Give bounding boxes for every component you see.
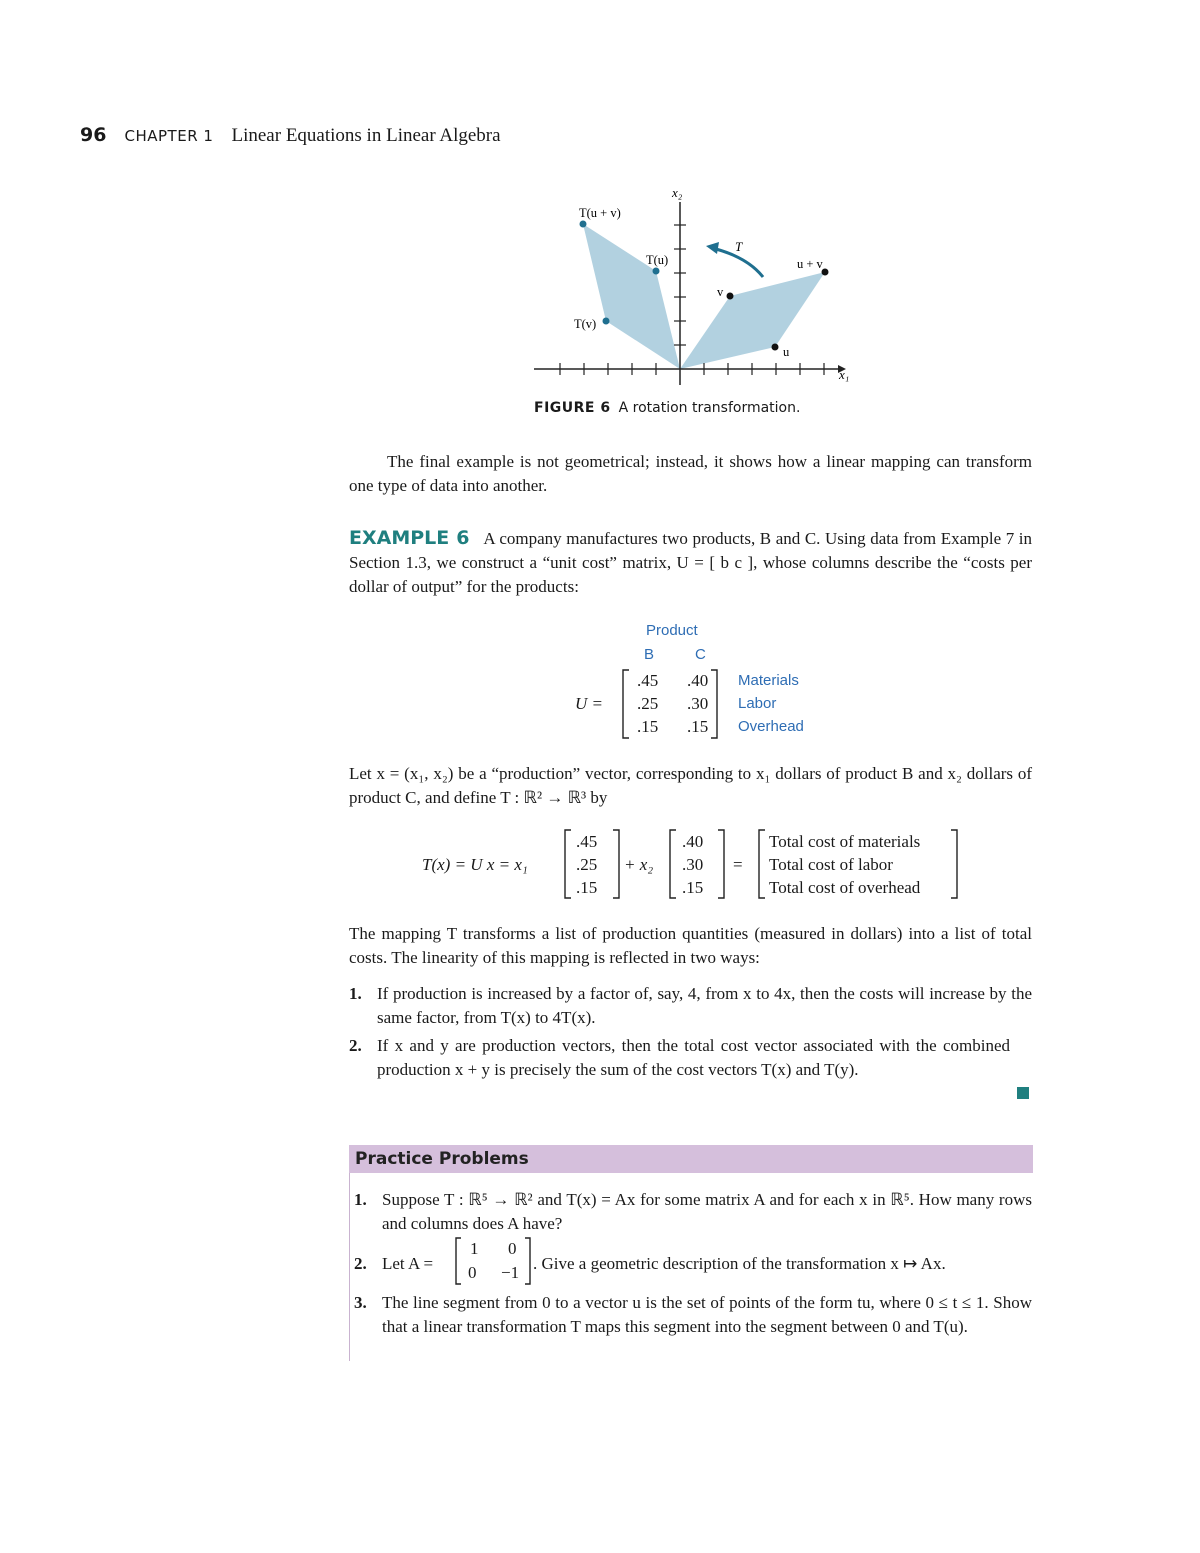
chapter-label: CHAPTER 1 (124, 127, 214, 145)
rotation-T-label: T (735, 239, 743, 254)
A-r1-c1: 1 (470, 1239, 479, 1258)
list-item-text: If production is increased by a factor of, say, 4, from x to 4x, then the costs will increase by the same factor, from T(x) to 4T(x). (377, 984, 1032, 1027)
mapping-paragraph: The mapping T transforms a list of production quantities (measured in dollars) into a list of total costs. The linearity of this mapping is reflected in two ways: (349, 924, 1032, 967)
A-r2-c2: −1 (501, 1263, 520, 1282)
figure-caption-label: FIGURE 6 (534, 400, 611, 416)
eq-col1-r1: .45 (576, 832, 598, 851)
equation-plus-x2: + x₂ (624, 855, 654, 874)
eq-col2-r1: .40 (682, 832, 704, 851)
label-T-u-plus-v: T(u + v) (579, 206, 621, 220)
row-label-materials: Materials (738, 672, 799, 689)
practice-text: The line segment from 0 to a vector u is the set of points of the form tu, where 0 ≤ t ≤ 1. Show that a linear transformation T maps this segment into the segment between 0 and T(u). (382, 1293, 1032, 1336)
list-item (349, 1034, 1032, 1082)
point-u (772, 344, 779, 351)
matrix-U-lhs: U = (575, 694, 603, 713)
eq-col1-r3: .15 (576, 878, 598, 897)
list-item-text: If x and y are production vectors, then the total cost vector associated with the combined production x + y is precisely the sum of the cost vectors T(x) and T(y). (377, 1036, 1010, 1079)
practice-number: 1. (354, 1190, 367, 1209)
end-of-example-marker (1017, 1087, 1029, 1099)
figure-caption-text: A rotation transformation. (618, 400, 801, 416)
example-6-paragraph (349, 526, 1032, 599)
practice-title: Practice Problems (355, 1149, 529, 1169)
A-r2-c1: 0 (468, 1263, 477, 1282)
x2-axis-label: x₂ (672, 185, 683, 200)
equation-lhs: T(x) = U x = x₁ (422, 855, 528, 874)
product-label: Product (646, 622, 698, 639)
U-r2-B: .25 (637, 694, 659, 713)
page-number: 96 (80, 124, 107, 146)
practice-text: Suppose T : ℝ⁵ → ℝ² and T(x) = Ax for some matrix A and for each x in ℝ⁵. How many rows and columns does A have? (382, 1190, 1032, 1233)
eq-col3-r2: Total cost of labor (769, 855, 893, 874)
list-number: 1. (349, 984, 362, 1003)
label-u: u (783, 345, 790, 359)
row-label-labor: Labor (738, 695, 777, 712)
row-label-overhead: Overhead (738, 718, 804, 735)
label-T-u: T(u) (646, 253, 669, 267)
eq-col1-r2: .25 (576, 855, 598, 874)
rotation-figure (520, 180, 860, 395)
U-r2-C: .30 (687, 694, 709, 713)
definition-paragraph: Let x = (x₁, x₂) be a “production” vector, corresponding to x₁ dollars of product B and x₂ dollars of product C, and define T : ℝ² → ℝ³ by (349, 764, 1032, 807)
practice-2-text-b: . Give a geometric description of the transformation x ↦ Ax. (533, 1254, 946, 1273)
col-label-C: C (695, 646, 706, 663)
equation-equals: = (733, 855, 743, 874)
label-v: v (717, 285, 724, 299)
U-r3-B: .15 (637, 717, 659, 736)
U-r1-C: .40 (687, 671, 709, 690)
x1-axis-label: x₁ (839, 367, 850, 382)
label-u-plus-v: u + v (797, 257, 823, 271)
point-T-u-plus-v (580, 221, 587, 228)
figure-caption (534, 400, 800, 416)
rotated-parallelogram (583, 224, 680, 369)
practice-item-1 (354, 1188, 1032, 1236)
example-text: A company manufactures two products, B and C. Using data from Example 7 in Section 1.3, we construct a “unit cost” matrix, U = [ b c ], whose columns describe the “costs per dollar of output” for the products: (349, 529, 1033, 596)
practice-number: 2. (354, 1254, 367, 1273)
point-T-v (603, 318, 610, 325)
point-T-u (653, 268, 660, 275)
practice-item-3 (354, 1291, 1032, 1339)
example-label: EXAMPLE 6 (349, 527, 470, 549)
rotation-arrowhead (706, 242, 719, 254)
chapter-title: Linear Equations in Linear Algebra (231, 125, 501, 146)
list-item (349, 982, 1032, 1030)
col-label-B: B (644, 646, 655, 663)
U-r3-C: .15 (687, 717, 709, 736)
A-r1-c2: 0 (508, 1239, 517, 1258)
intro-paragraph: The final example is not geometrical; instead, it shows how a linear mapping can transform one type of data into another. (349, 452, 1032, 495)
point-v (727, 293, 734, 300)
eq-col2-r2: .30 (682, 855, 704, 874)
eq-col3-r1: Total cost of materials (769, 832, 921, 851)
practice-number: 3. (354, 1293, 367, 1312)
eq-col2-r3: .15 (682, 878, 704, 897)
list-number: 2. (349, 1036, 362, 1055)
practice-left-rule (349, 1173, 350, 1361)
original-parallelogram (680, 272, 825, 369)
U-r1-B: .45 (637, 671, 659, 690)
label-T-v: T(v) (574, 317, 597, 331)
eq-col3-r3: Total cost of overhead (769, 878, 921, 897)
practice-2-matrix-brackets (453, 1236, 533, 1286)
practice-2-text-a: Let A = (382, 1254, 434, 1273)
running-header (80, 124, 501, 147)
